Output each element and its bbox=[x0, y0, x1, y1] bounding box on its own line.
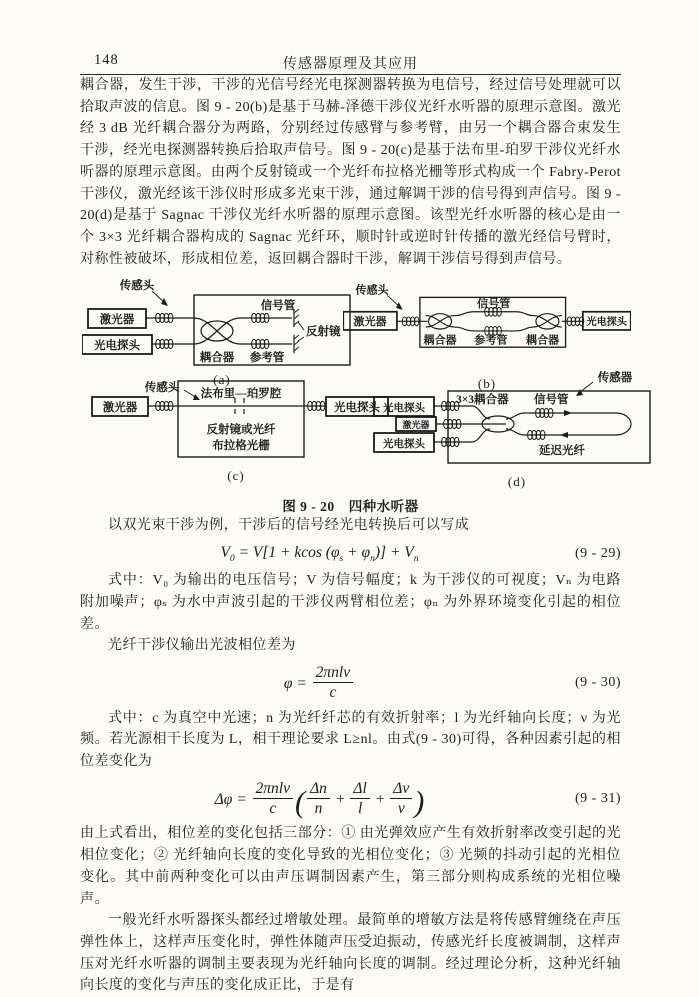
label-delay-fiber-d: 延迟光纤 bbox=[539, 445, 585, 458]
eq-fraction bbox=[350, 780, 369, 818]
diagram-c-fabry-perot bbox=[80, 375, 392, 484]
eq-fraction bbox=[253, 780, 293, 818]
label-laser-a: 激光器 bbox=[99, 314, 135, 327]
pointer-line bbox=[298, 322, 304, 330]
label-coupler-d: 3×3耦合器 bbox=[456, 394, 509, 407]
eq-operator: + bbox=[334, 790, 346, 808]
label-sensor-d: 传感器 bbox=[597, 372, 633, 385]
label-laser-b: 激光器 bbox=[353, 316, 387, 329]
label-detector-top-d: 光电探头 bbox=[383, 403, 425, 415]
eq-term: = V[1 + kcos (φ bbox=[234, 544, 340, 562]
eq-sub: n bbox=[413, 553, 419, 565]
label-reference-tube-b: 参考管 bbox=[474, 334, 508, 347]
running-title: 传感器原理及其应用 bbox=[283, 57, 418, 72]
pointer-line bbox=[298, 337, 304, 341]
eq-lhs: φ = bbox=[283, 674, 311, 692]
coupler-fiber bbox=[506, 429, 524, 435]
equation-number: (9 - 29) bbox=[575, 546, 621, 562]
figure-caption-text: 四种水听器 bbox=[348, 499, 419, 515]
label-detector-bottom-d: 光电探头 bbox=[383, 439, 425, 451]
label-cavity-c: 法布里—珀罗腔 bbox=[200, 388, 282, 401]
diagram-tag-b: (b) bbox=[477, 376, 497, 392]
label-laser-d: 激光器 bbox=[402, 420, 430, 431]
label-coupler-left-b: 耦合器 bbox=[423, 334, 457, 347]
label-sensor-head-a: 传感头 bbox=[119, 280, 155, 293]
paragraph-eq30-vars: 式中：c 为真空中光速；n 为光纤纤芯的有效折射率；l 为光纤轴向长度；ν 为光频。若光源相干长度为 L，相干理论要求 L≥nl。由式(9 - 30)可得，各种因素引起的相位差变化为 bbox=[80, 710, 621, 770]
page-header bbox=[80, 50, 621, 75]
eq-sub: 0 bbox=[229, 553, 235, 565]
eq-numerator: Δn bbox=[307, 780, 330, 799]
eq-numerator: Δl bbox=[350, 780, 369, 799]
paragraph-sensitization: 一般光纤水听器探头都经过增敏处理。最简单的增敏方法是将传感臂缠绕在声压弹性体上，这样声压变化时，弹性体随声压受迫振动，传感光纤长度被调制，这样声压对光纤水听器的调制主要表现为光纤轴向长度的调制。经过理论分析，这种光纤轴向长度的变化与声压的变化成正比，于是有 bbox=[80, 913, 621, 994]
diagram-a-michelson bbox=[82, 277, 362, 388]
eq-term: )] + V bbox=[374, 544, 414, 562]
coupler-fiber bbox=[506, 413, 524, 419]
label-mirror-line1-c: 反射镜或光纤 bbox=[206, 424, 276, 437]
eq-close-paren: ) bbox=[414, 784, 425, 819]
eq-denominator: ν bbox=[397, 800, 405, 818]
eq-fraction bbox=[390, 780, 412, 818]
eq-denominator: l bbox=[357, 800, 363, 818]
diagram-tag-c: (c) bbox=[227, 468, 245, 484]
label-signal-tube-b: 信号管 bbox=[477, 298, 511, 311]
label-detector-c: 光电探头 bbox=[334, 402, 380, 415]
equation-9-31-body bbox=[80, 780, 559, 818]
label-reference-tube-a: 参考管 bbox=[249, 352, 285, 365]
arrow-cw-icon bbox=[564, 410, 572, 416]
body-text bbox=[80, 515, 621, 537]
eq-numerator: 2πnlν bbox=[253, 780, 293, 799]
label-detector-a: 光电探头 bbox=[94, 340, 140, 353]
figure-9-20 bbox=[80, 277, 633, 490]
label-detector-b: 光电探头 bbox=[586, 317, 627, 329]
body-text-top bbox=[80, 75, 621, 270]
label-sensor-head-c: 传感头 bbox=[144, 382, 180, 395]
figure-caption-label: 图 9 - 20 bbox=[282, 499, 335, 515]
eq-lhs: Δφ = bbox=[214, 790, 251, 808]
diagram-d-sagnac bbox=[372, 369, 662, 490]
eq-operator: + bbox=[374, 790, 386, 808]
paragraph-intro: 耦合器，发生干涉，干涉的光信号经光电探测器转换为电信号，经过信号处理就可以拾取声波的信息。图 9 - 20(b)是基于马赫-泽德干涉仪光纤水听器的原理示意图。激光经 3 dB 光纤耦合器分为两路，分别经过传感臂与参考臂，由另一个耦合器合束发生干涉，经光电探测器转换后拾取声信号。图 9 - 20(c)是基于法布里-珀罗干涉仪光纤水听器的原理示意图。由两个反射镜或一个光纤布拉格光栅等形式构成一个 Fabry-Perot 干涉仪，激光经该干涉仪时形成多光束干涉，通过解调干涉的信号得到声信号。图 9 - 20(d)是基于 Sagnac 干涉仪光纤水听器的原理示意图。该型光纤水听器的核心是由一个 3×3 光纤耦合器构成的 Sagnac 光纤环，顺时针或逆时针传播的激光经信号臂时，对称性被破坏，形成相位差，返回耦合器时干涉，解调干涉信号得到声信号。 bbox=[80, 78, 621, 267]
equation-9-30-body bbox=[80, 664, 559, 702]
eq-sub: s bbox=[339, 553, 344, 565]
arrowhead-icon bbox=[161, 298, 168, 306]
arrowhead-icon bbox=[193, 394, 200, 400]
eq-numerator: Δν bbox=[390, 780, 412, 799]
figure-caption bbox=[80, 495, 621, 515]
body-text-bottom bbox=[80, 823, 621, 997]
diagram-tag-a: (a) bbox=[213, 372, 231, 388]
body-text bbox=[80, 708, 621, 773]
equation-9-31 bbox=[80, 780, 621, 818]
eq-term: + φ bbox=[343, 544, 371, 562]
equation-9-30 bbox=[80, 664, 621, 702]
eq-fraction bbox=[307, 780, 330, 818]
eq-open-paren: ( bbox=[295, 784, 306, 819]
label-coupler-a: 耦合器 bbox=[199, 352, 235, 365]
eq-term: V bbox=[220, 544, 230, 562]
diagram-tag-d: (d) bbox=[507, 474, 527, 490]
arrow-ccw-icon bbox=[560, 432, 568, 438]
eq-denominator: c bbox=[329, 684, 337, 702]
label-signal-tube-d: 信号管 bbox=[534, 394, 569, 407]
paragraph-eq29-vars: 式中：V₀ 为输出的电压信号；V 为信号幅度；k 为干涉仪的可视度；Vₙ 为电路附加噪声；φₛ 为水中声波引起的干涉仪两臂相位差；φₙ 为外界环境变化引起的相位差。 bbox=[80, 573, 621, 632]
equation-number: (9 - 30) bbox=[575, 674, 621, 690]
coupler-fiber bbox=[472, 429, 490, 442]
arrowhead-icon bbox=[396, 302, 403, 310]
eq-numerator: 2πnlν bbox=[313, 664, 353, 683]
equation-9-29-body bbox=[80, 544, 559, 564]
label-mirror-line2-c: 布拉格光栅 bbox=[212, 440, 270, 453]
label-coupler-right-b: 耦合器 bbox=[526, 334, 560, 347]
equation-number: (9 - 31) bbox=[575, 790, 621, 806]
label-signal-tube-a: 信号管 bbox=[260, 300, 296, 313]
mirror-icon bbox=[294, 335, 299, 353]
equation-9-29 bbox=[80, 544, 621, 564]
body-text bbox=[80, 570, 621, 657]
eq-denominator: c bbox=[269, 800, 277, 818]
eq-denominator: n bbox=[314, 800, 323, 818]
label-laser-c: 激光器 bbox=[102, 402, 138, 415]
label-sensor-head-b: 传感头 bbox=[355, 284, 389, 297]
eq-sub: n bbox=[370, 553, 375, 565]
label-mirror-a: 反射镜 bbox=[306, 326, 341, 339]
paragraph-three-parts: 由上式看出，相位差的变化包括三部分：① 由光弹效应产生有效折射率改变引起的光相位变化；② 光纤轴向长度的变化导致的光相位变化；③ 光频的抖动引起的光相位变化。其中前两种变化可以由声压调制因素产生，第三部分则构成系统的光相位噪声。 bbox=[80, 826, 621, 907]
page-number: 148 bbox=[94, 52, 119, 68]
paragraph-eq30-intro: 光纤干涉仪输出光波相位差为 bbox=[108, 638, 296, 654]
coupler-fiber bbox=[472, 406, 490, 419]
eq-fraction bbox=[313, 664, 353, 702]
paragraph-eq29-intro: 以双光束干涉为例，干涉后的信号经光电转换后可以写成 bbox=[108, 518, 470, 534]
